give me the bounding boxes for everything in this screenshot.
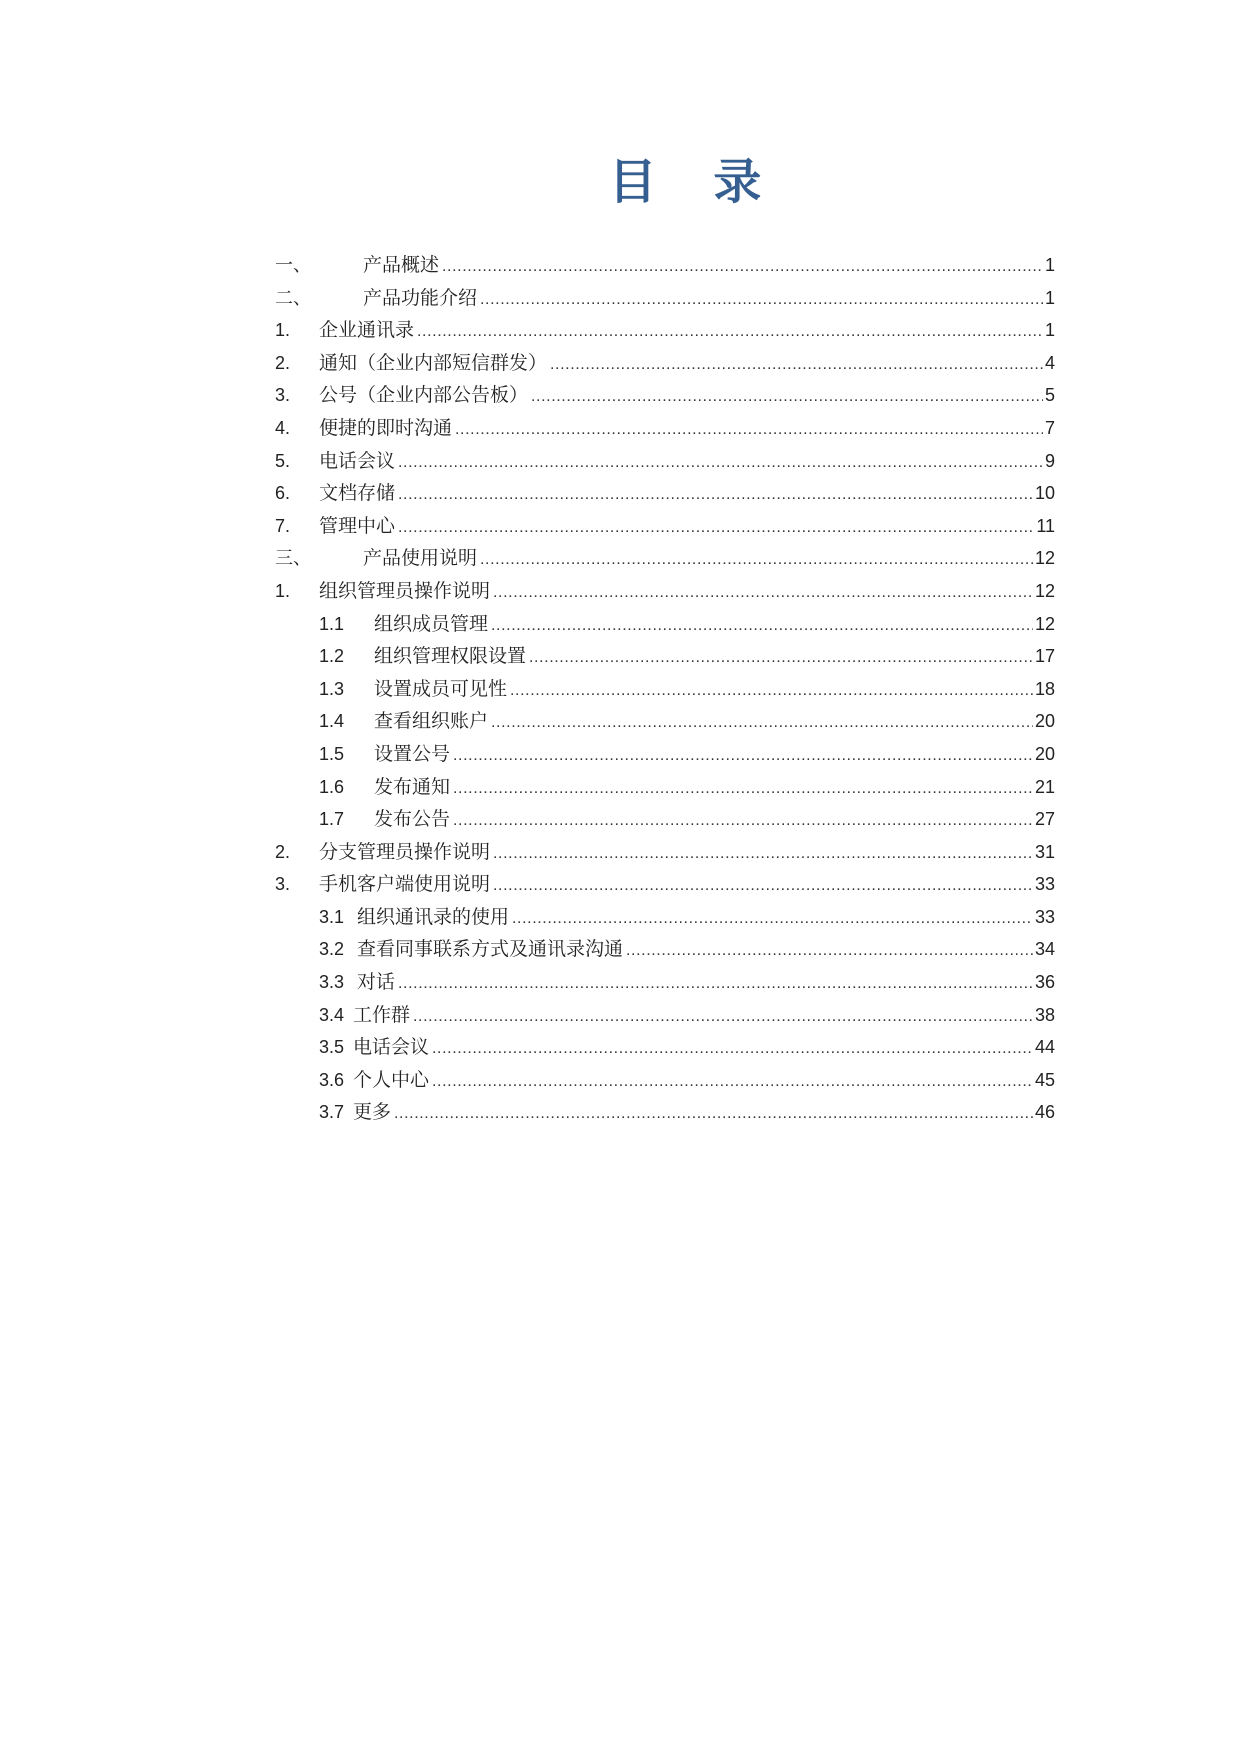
toc-dot-leader	[442, 258, 1043, 276]
toc-entry[interactable]	[275, 250, 1055, 283]
toc-dot-leader	[529, 649, 1033, 667]
toc-entry-page-number: 38	[1034, 1004, 1055, 1025]
toc-entry-title: 便捷的即时沟通	[319, 416, 453, 439]
toc-entry[interactable]	[275, 641, 1055, 674]
toc-entry[interactable]	[275, 934, 1055, 967]
toc-dot-leader	[510, 682, 1033, 700]
toc-dot-leader	[453, 747, 1033, 765]
toc-dot-leader	[453, 780, 1033, 798]
toc-entry[interactable]	[275, 283, 1055, 316]
toc-entry-number: 3.4	[319, 1004, 345, 1025]
toc-entry-page-number: 12	[1034, 580, 1055, 601]
toc-dot-leader	[398, 454, 1043, 472]
toc-entry-title: 组织管理员操作说明	[319, 579, 491, 602]
toc-entry-page-number: 10	[1034, 483, 1055, 504]
toc-entry-number: 1.7	[319, 809, 345, 830]
toc-entry-title: 设置成员可见性	[374, 677, 508, 700]
toc-entry[interactable]	[275, 1000, 1055, 1033]
toc-entry-number: 1.5	[319, 743, 345, 764]
toc-dot-leader	[493, 845, 1033, 863]
toc-entry-title: 分支管理员操作说明	[319, 840, 491, 863]
toc-entry-page-number: 17	[1034, 646, 1055, 667]
toc-entry-page-number: 44	[1034, 1037, 1055, 1058]
toc-entry-title: 工作群	[353, 1003, 411, 1026]
toc-entry-page-number: 33	[1034, 874, 1055, 895]
toc-entry[interactable]	[275, 902, 1055, 935]
toc-entry-title: 手机客户端使用说明	[319, 873, 491, 896]
toc-entry-page-number: 4	[1044, 352, 1055, 373]
toc-entry-title: 电话会议	[319, 449, 396, 472]
toc-entry[interactable]	[275, 511, 1055, 544]
toc-entry-number: 2.	[275, 352, 291, 373]
toc-entry-number: 3.3	[319, 972, 345, 993]
toc-dot-leader	[493, 877, 1033, 895]
toc-dot-leader	[398, 975, 1033, 993]
toc-dot-leader	[480, 551, 1033, 569]
toc-entry-page-number: 21	[1034, 776, 1055, 797]
toc-dot-leader	[417, 323, 1043, 341]
toc-entry-title: 电话会议	[353, 1036, 430, 1059]
toc-entry-page-number: 7	[1044, 417, 1055, 438]
toc-entry-title: 产品使用说明	[363, 547, 478, 570]
toc-entry-page-number: 45	[1034, 1069, 1055, 1090]
toc-entry-title: 发布通知	[374, 775, 451, 798]
toc-entry-number: 2.	[275, 841, 291, 862]
toc-entry-title: 设置公号	[374, 742, 451, 765]
toc-entry[interactable]	[275, 380, 1055, 413]
toc-entry-page-number: 27	[1034, 809, 1055, 830]
toc-entry-number: 3.	[275, 874, 291, 895]
table-of-contents	[275, 250, 1055, 1130]
toc-dot-leader	[413, 1008, 1033, 1026]
toc-entry-number: 1.4	[319, 711, 345, 732]
toc-dot-leader	[493, 584, 1033, 602]
toc-entry-page-number: 33	[1034, 906, 1055, 927]
toc-entry-number: 1.3	[319, 678, 345, 699]
toc-dot-leader	[480, 291, 1043, 309]
toc-entry-title: 组织管理权限设置	[374, 645, 527, 668]
toc-entry-number: 3.6	[319, 1069, 345, 1090]
toc-entry[interactable]	[275, 967, 1055, 1000]
toc-entry[interactable]	[275, 674, 1055, 707]
toc-entry-title: 企业通讯录	[319, 319, 415, 342]
toc-entry-number: 1.6	[319, 776, 345, 797]
toc-entry-page-number: 36	[1034, 972, 1055, 993]
toc-entry-number: 4.	[275, 417, 291, 438]
toc-dot-leader	[491, 617, 1033, 635]
toc-entry-number: 3.5	[319, 1037, 345, 1058]
toc-entry-number: 一、	[275, 255, 311, 275]
toc-dot-leader	[432, 1073, 1033, 1091]
toc-entry-number: 3.7	[319, 1102, 345, 1123]
toc-entry-page-number: 18	[1034, 678, 1055, 699]
toc-entry-page-number: 9	[1044, 450, 1055, 471]
toc-entry-page-number: 1	[1044, 287, 1055, 308]
toc-entry-title: 管理中心	[319, 514, 396, 537]
toc-dot-leader	[398, 486, 1033, 504]
toc-entry-number: 5.	[275, 450, 291, 471]
toc-dot-leader	[550, 356, 1043, 374]
toc-entry-title: 更多	[353, 1101, 392, 1124]
toc-entry[interactable]	[275, 315, 1055, 348]
toc-entry-title: 文档存储	[319, 482, 396, 505]
toc-entry-number: 1.	[275, 580, 291, 601]
toc-entry-title: 对话	[357, 971, 396, 994]
toc-entry[interactable]	[275, 413, 1055, 446]
toc-dot-leader	[455, 421, 1043, 439]
toc-dot-leader	[394, 1105, 1033, 1123]
toc-entry-number: 1.	[275, 320, 291, 341]
toc-entry-number: 3.2	[319, 939, 345, 960]
toc-entry-number: 1.1	[319, 613, 345, 634]
toc-entry-page-number: 34	[1034, 939, 1055, 960]
toc-entry-number: 二、	[275, 287, 311, 308]
toc-entry-title: 发布公告	[374, 808, 451, 831]
toc-entry-page-number: 20	[1034, 743, 1055, 764]
toc-entry-number: 1.2	[319, 646, 345, 667]
toc-entry[interactable]	[275, 478, 1055, 511]
toc-dot-leader	[491, 714, 1033, 732]
toc-entry-title: 产品概述	[363, 254, 440, 276]
toc-entry-title: 查看组织账户	[374, 710, 489, 733]
toc-entry-number: 三、	[275, 548, 311, 569]
toc-dot-leader	[453, 812, 1033, 830]
toc-entry-page-number: 1	[1044, 255, 1055, 275]
toc-entry-number: 3.1	[319, 906, 345, 927]
toc-entry-title: 组织通讯录的使用	[357, 905, 510, 928]
toc-entry-title: 产品功能介绍	[363, 286, 478, 309]
toc-entry-page-number: 5	[1044, 385, 1055, 406]
toc-entry[interactable]	[275, 739, 1055, 772]
toc-dot-leader	[626, 942, 1033, 960]
toc-title: 目 录	[608, 154, 782, 210]
toc-entry[interactable]	[275, 1032, 1055, 1065]
toc-entry-number: 7.	[275, 515, 291, 536]
toc-entry[interactable]	[275, 543, 1055, 576]
toc-dot-leader	[531, 388, 1043, 406]
toc-entry-number: 3.	[275, 385, 291, 406]
toc-entry-title: 公号（企业内部公告板）	[319, 384, 529, 407]
toc-entry[interactable]	[275, 772, 1055, 805]
toc-entry-page-number: 31	[1034, 841, 1055, 862]
toc-entry[interactable]	[275, 804, 1055, 837]
toc-entry-page-number: 12	[1034, 548, 1055, 569]
toc-entry-title: 通知（企业内部短信群发）	[319, 351, 548, 374]
toc-entry[interactable]	[275, 1097, 1055, 1130]
toc-dot-leader	[398, 519, 1034, 537]
toc-entry[interactable]	[275, 446, 1055, 479]
toc-entry[interactable]	[275, 837, 1055, 870]
toc-entry-title: 组织成员管理	[374, 612, 489, 635]
toc-entry-title: 查看同事联系方式及通讯录沟通	[357, 938, 624, 961]
toc-entry-page-number: 11	[1036, 515, 1055, 536]
toc-entry[interactable]	[275, 576, 1055, 609]
toc-entry[interactable]	[275, 609, 1055, 642]
toc-entry-page-number: 12	[1034, 613, 1055, 634]
toc-entry-page-number: 46	[1034, 1102, 1055, 1123]
toc-entry-title: 个人中心	[353, 1068, 430, 1091]
toc-entry-page-number: 1	[1044, 320, 1055, 341]
toc-entry[interactable]	[275, 348, 1055, 381]
toc-entry[interactable]	[275, 706, 1055, 739]
toc-dot-leader	[432, 1040, 1033, 1058]
toc-entry[interactable]	[275, 869, 1055, 902]
toc-entry-number: 6.	[275, 483, 291, 504]
toc-dot-leader	[512, 910, 1033, 928]
toc-entry[interactable]	[275, 1065, 1055, 1098]
toc-entry-page-number: 20	[1034, 711, 1055, 732]
